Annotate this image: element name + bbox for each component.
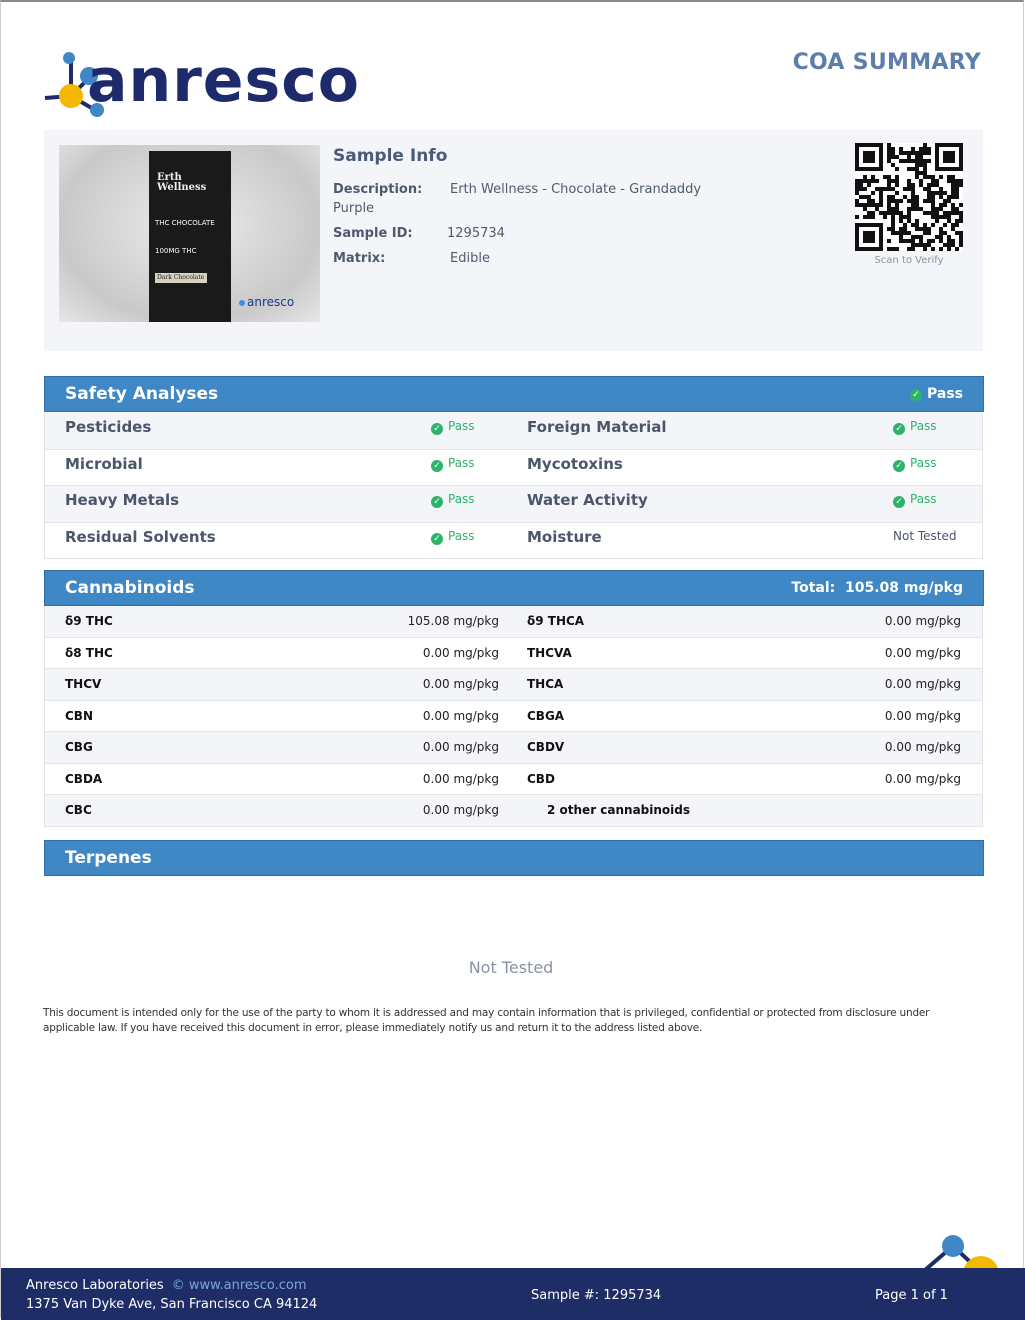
qr-caption: Scan to Verify — [874, 255, 944, 266]
cannabinoid-name: δ9 THC — [65, 614, 113, 628]
check-icon: ✓ — [431, 460, 443, 472]
cannabinoid-value: 105.08 mg/pkg — [407, 614, 499, 628]
product-flavor: Dark Chocolate — [155, 273, 207, 283]
description-label: Description: — [333, 182, 423, 197]
cannabinoid-name: CBC — [65, 803, 92, 817]
cannabinoid-row — [45, 638, 982, 670]
cannabinoid-value: 0.00 mg/pkg — [884, 614, 961, 628]
cannabinoid-name: CBGA — [527, 708, 565, 723]
sample-id-value: 1295734 — [447, 226, 505, 241]
terpenes-title: Terpenes — [65, 848, 152, 868]
footer-sample-number: Sample #: 1295734 — [531, 1288, 662, 1303]
matrix-label: Matrix: — [333, 251, 386, 266]
cannabinoid-name: CBDA — [65, 771, 103, 786]
cannabinoid-name: CBDV — [527, 740, 565, 754]
cannabinoid-name: δ9 THCA — [527, 614, 585, 628]
safety-row — [45, 450, 982, 487]
cannabinoid-name: CBN — [65, 708, 93, 723]
safety-test-status: ✓ Pass — [893, 456, 937, 472]
check-icon: ✓ — [893, 460, 905, 472]
check-icon: ✓ — [431, 533, 443, 545]
footer-company: Anresco Laboratories © www.anresco.com — [26, 1278, 307, 1293]
cannabinoid-value: 0.00 mg/pkg — [422, 740, 499, 754]
cannabinoid-value: 0.00 mg/pkg — [884, 645, 961, 660]
cannabinoids-header — [44, 570, 984, 606]
safety-test-status: ✓ Pass — [893, 492, 937, 508]
cannabinoid-value: 0.00 mg/pkg — [422, 803, 499, 817]
product-box — [149, 151, 231, 322]
cannabinoid-row — [45, 795, 982, 827]
terpenes-header — [44, 840, 984, 876]
safety-test-name: Pesticides — [65, 418, 152, 436]
cannabinoid-value: 0.00 mg/pkg — [422, 645, 499, 660]
check-icon: ✓ — [893, 423, 905, 435]
check-icon: ✓ — [910, 389, 922, 401]
cannabinoid-value: 0.00 mg/pkg — [422, 677, 499, 691]
cannabinoid-name: THCVA — [527, 645, 572, 660]
safety-overall-status: ✓ Pass — [910, 386, 963, 402]
sample-id-label: Sample ID: — [333, 226, 413, 241]
page-footer — [1, 1268, 1025, 1320]
safety-test-name: Water Activity — [527, 491, 648, 509]
cannabinoid-name: CBG — [65, 740, 93, 754]
safety-test-name: Foreign Material — [527, 418, 667, 436]
verify-qr-code[interactable] — [855, 143, 963, 251]
safety-test-status: ✓ Pass — [893, 419, 937, 435]
cannabinoid-row — [45, 764, 982, 796]
check-icon: ✓ — [893, 496, 905, 508]
disclaimer-text: This document is intended only for the use of the party to whom it is addressed and may contain information that is privileged, confidential or protected from disclosure under applicable law. If you have received this document in error, please immediately notify us and return it to the address listed above. — [43, 1007, 930, 1034]
check-icon: ✓ — [431, 496, 443, 508]
safety-test-name: Microbial — [65, 454, 143, 473]
sample-info-title: Sample Info — [333, 146, 448, 166]
safety-header — [44, 376, 984, 412]
cannabinoids-title: Cannabinoids — [65, 578, 195, 598]
cannabinoids-table — [44, 606, 983, 827]
safety-row — [45, 413, 982, 450]
safety-test-name: Heavy Metals — [65, 491, 180, 509]
cannabinoid-value: 0.00 mg/pkg — [884, 771, 961, 786]
safety-test-status: ✓ Pass — [431, 492, 475, 508]
cannabinoid-value: 0.00 mg/pkg — [884, 740, 961, 754]
product-line: THC CHOCOLATE — [155, 219, 215, 227]
cannabinoid-value: 0.00 mg/pkg — [884, 677, 961, 691]
terpenes-status: Not Tested — [468, 958, 554, 977]
sample-info-panel — [44, 130, 983, 351]
safety-test-status: ✓ Pass — [431, 456, 475, 472]
footer-address: 1375 Van Dyke Ave, San Francisco CA 94124 — [26, 1297, 318, 1312]
cannabinoid-name: THCV — [65, 677, 102, 691]
cannabinoid-value: 0.00 mg/pkg — [422, 771, 499, 786]
anresco-logo — [43, 46, 360, 120]
cannabinoids-total: Total: 105.08 mg/pkg — [791, 580, 963, 596]
other-cannabinoids-link[interactable]: 2 other cannabinoids — [547, 803, 691, 817]
safety-row — [45, 486, 982, 523]
qr-code-icon — [855, 143, 963, 251]
check-icon: ✓ — [431, 423, 443, 435]
safety-row — [45, 523, 982, 560]
footer-page-number: Page 1 of 1 — [875, 1288, 948, 1303]
cannabinoid-name: δ8 THC — [65, 645, 113, 660]
cannabinoid-value: 0.00 mg/pkg — [884, 708, 961, 723]
cannabinoid-row — [45, 701, 982, 733]
safety-test-name: Moisture — [527, 527, 602, 546]
product-dose: 100MG THC — [155, 247, 197, 255]
safety-title: Safety Analyses — [65, 384, 219, 404]
matrix-value: Edible — [450, 251, 490, 266]
anresco-stamp: anresco — [239, 295, 294, 309]
description-value: Erth Wellness - Chocolate - Grandaddy — [450, 182, 702, 197]
stamp-dot-icon — [239, 300, 245, 306]
cannabinoid-value: 0.00 mg/pkg — [422, 708, 499, 723]
safety-table — [44, 413, 983, 559]
product-brand: Erth Wellness — [157, 172, 207, 193]
cannabinoid-name: CBD — [527, 771, 555, 786]
safety-test-status: ✓ Pass — [431, 419, 475, 435]
cannabinoid-name: THCA — [527, 677, 564, 691]
cannabinoid-row — [45, 732, 982, 764]
logo-wordmark: anresco — [87, 46, 360, 116]
footer-website-link[interactable]: © www.anresco.com — [171, 1278, 307, 1293]
page-title: COA SUMMARY — [792, 50, 981, 75]
safety-test-status: ✓ Pass — [431, 529, 475, 545]
safety-test-name: Residual Solvents — [65, 527, 216, 546]
safety-test-name: Mycotoxins — [527, 454, 623, 473]
safety-test-status: Not Tested — [893, 528, 957, 543]
product-image — [59, 145, 320, 322]
cannabinoid-row — [45, 669, 982, 701]
description-value-cont: Purple — [333, 201, 375, 216]
cannabinoid-row — [45, 606, 982, 638]
